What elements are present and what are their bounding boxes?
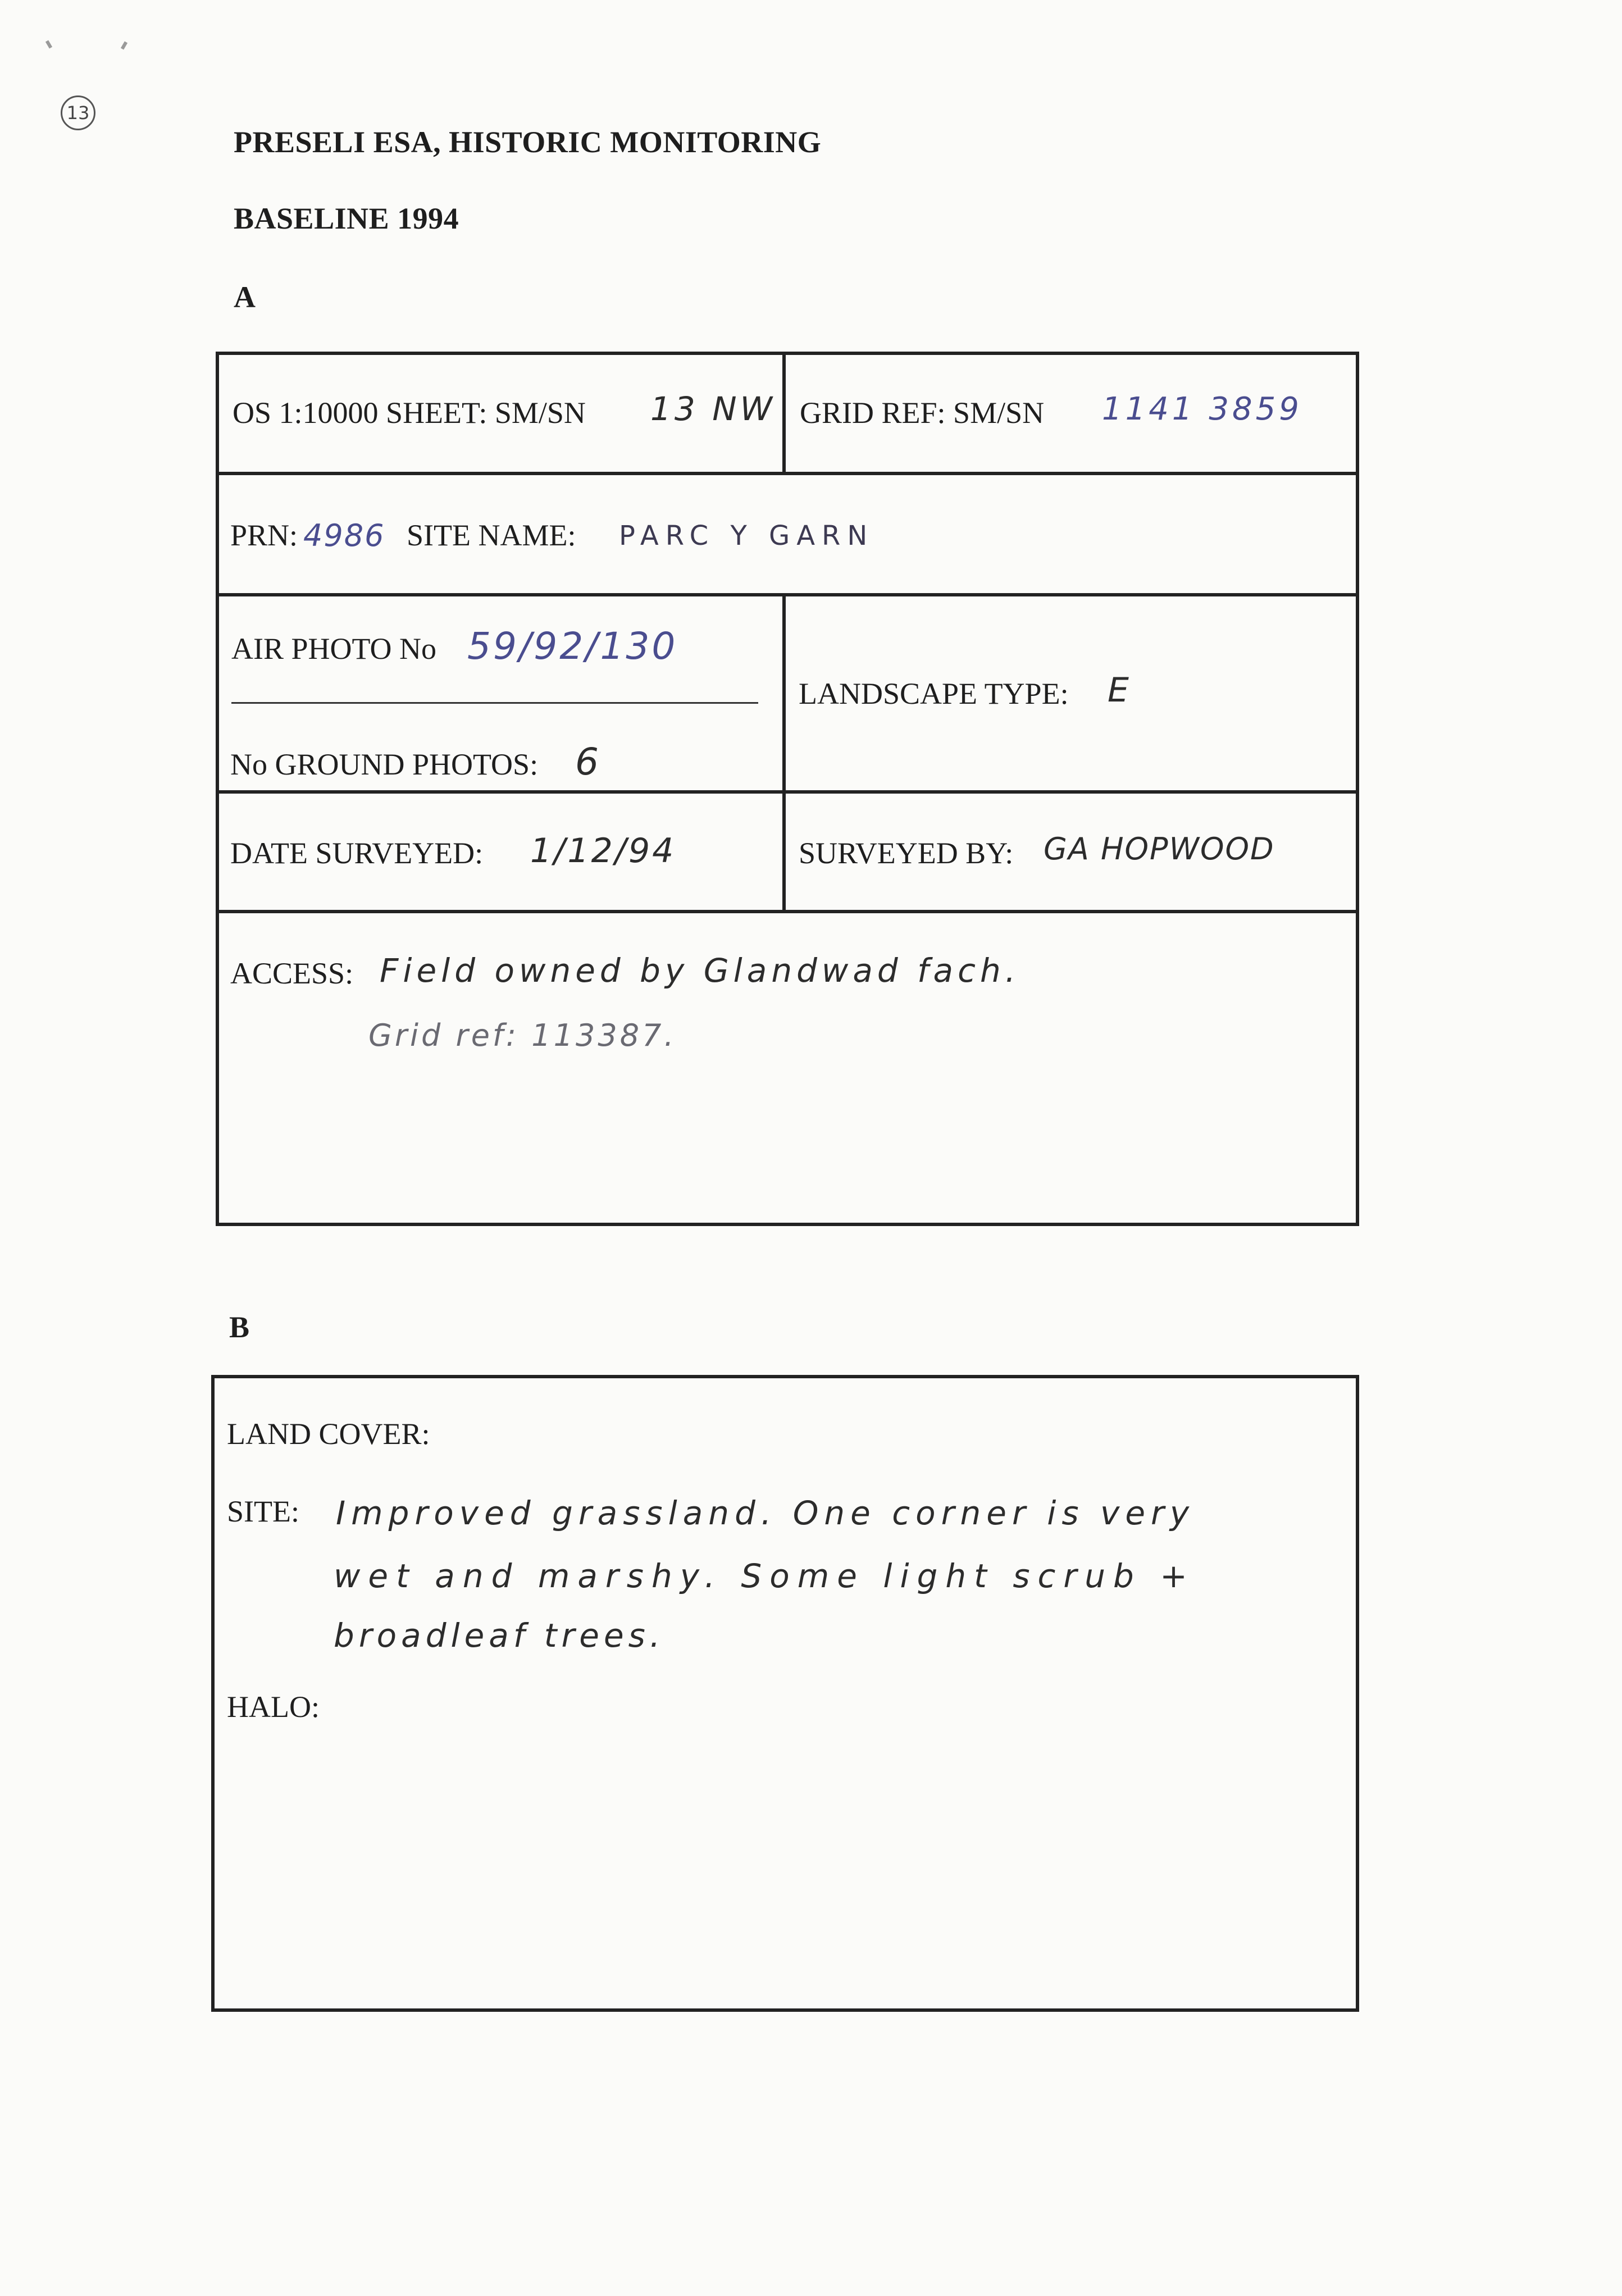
- landscape-type-value: E: [1108, 671, 1132, 710]
- surveyed-by-label: SURVEYED BY:: [799, 836, 1014, 870]
- air-photo-value: 59/92/130: [467, 625, 678, 668]
- grid-ref-value: 1141 3859: [1102, 391, 1302, 427]
- ground-photos-label: No GROUND PHOTOS:: [230, 748, 539, 781]
- document-title: PRESELI ESA, HISTORIC MONITORING: [234, 125, 822, 159]
- os-sheet-label: OS 1:10000 SHEET: SM/SN: [233, 396, 586, 430]
- section-a-box: [216, 352, 1359, 1226]
- section-b-box: [211, 1375, 1359, 2012]
- site-label: SITE:: [227, 1495, 299, 1528]
- divider: [216, 790, 1359, 794]
- divider: [216, 593, 1359, 596]
- baseline-heading: BASELINE 1994: [234, 202, 459, 235]
- ground-photos-value: 6: [575, 740, 602, 783]
- access-note-line1: Field owned by Glandwad fach.: [380, 951, 1020, 990]
- access-label: ACCESS:: [230, 956, 354, 990]
- site-description-line2: wet and marshy. Some light scrub +: [334, 1557, 1195, 1595]
- surveyed-by-value: GA HOPWOOD: [1044, 831, 1275, 867]
- prn-value: 4986: [303, 518, 385, 553]
- stray-mark: [121, 41, 127, 49]
- column-divider: [782, 352, 786, 473]
- os-sheet-value: 13 NW: [650, 390, 776, 428]
- access-note-line2: Grid ref: 113387.: [368, 1018, 677, 1053]
- grid-ref-label: GRID REF: SM/SN: [800, 396, 1045, 430]
- site-description-line3: broadleaf trees.: [334, 1616, 665, 1655]
- divider: [216, 472, 1359, 475]
- section-b-heading: B: [229, 1310, 250, 1344]
- column-divider: [782, 593, 786, 911]
- page-number-circle: 13: [61, 95, 95, 130]
- air-photo-label: AIR PHOTO No: [231, 632, 437, 666]
- date-surveyed-label: DATE SURVEYED:: [230, 836, 484, 870]
- photo-divider: [231, 702, 758, 704]
- land-cover-label: LAND COVER:: [227, 1417, 430, 1451]
- site-description-line1: Improved grassland. One corner is very: [336, 1494, 1195, 1532]
- halo-label: HALO:: [227, 1690, 320, 1724]
- stray-mark: [45, 40, 52, 48]
- landscape-type-label: LANDSCAPE TYPE:: [799, 677, 1069, 710]
- site-name-label: SITE NAME:: [407, 518, 576, 552]
- site-name-value: PARC Y GARN: [619, 520, 874, 552]
- date-surveyed-value: 1/12/94: [530, 831, 676, 871]
- section-a-heading: A: [234, 280, 256, 314]
- prn-label: PRN:: [230, 518, 298, 552]
- divider: [216, 910, 1359, 913]
